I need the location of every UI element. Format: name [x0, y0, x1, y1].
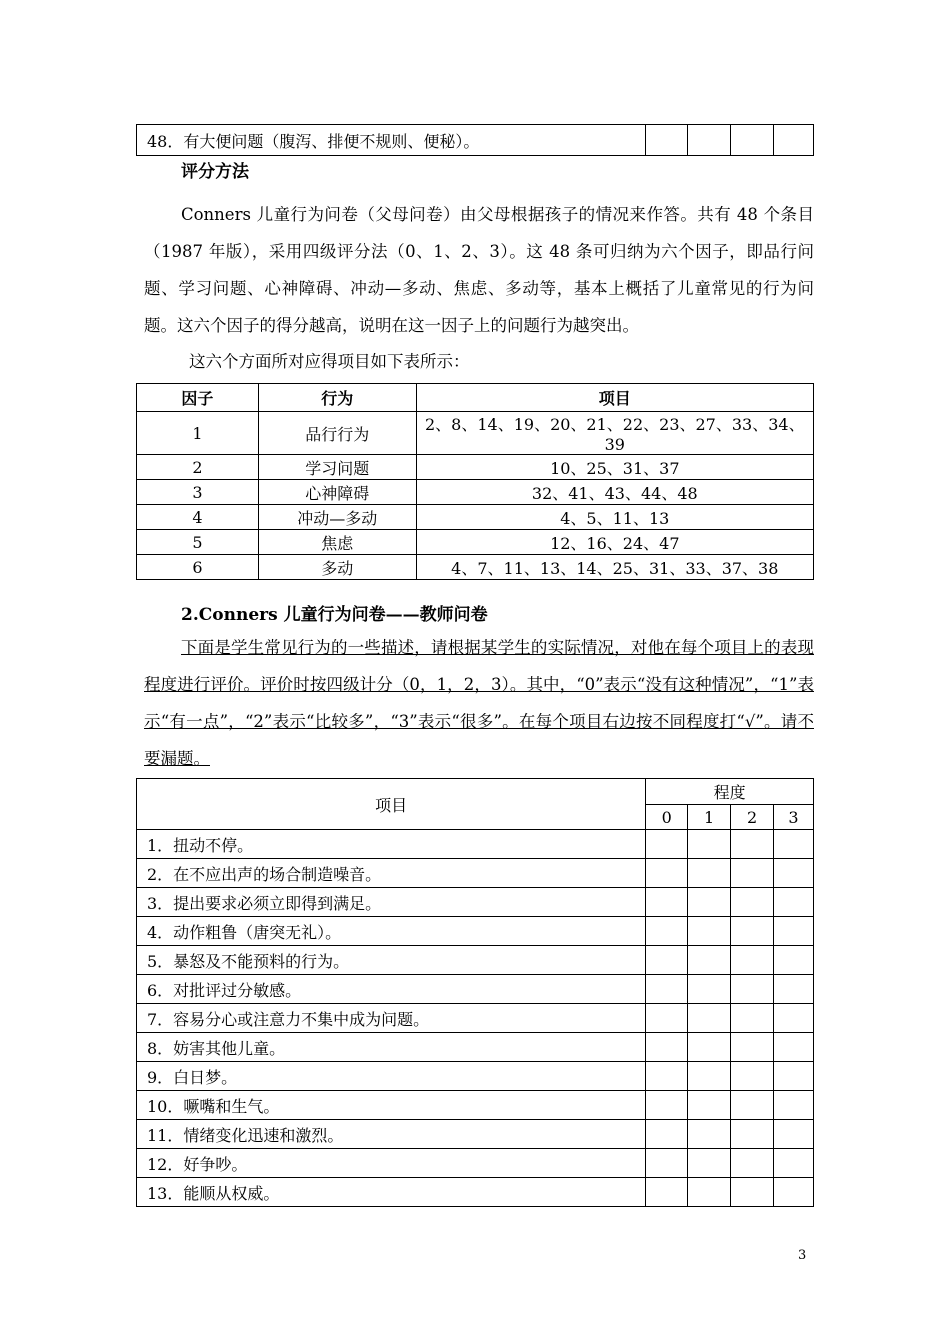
teacher-item-text: 2．在不应出声的场合制造噪音。 [137, 859, 646, 888]
teacher-item-text: 4．动作粗鲁（唐突无礼）。 [137, 917, 646, 946]
table-row [137, 1149, 814, 1178]
level-3: 3 [774, 805, 814, 830]
factor-number: 4 [137, 505, 259, 530]
factor-behavior: 学习问题 [258, 455, 416, 480]
teacher-questionnaire-table [136, 778, 814, 1207]
teacher-item-text: 1．扭动不停。 [137, 830, 646, 859]
teacher-item-text: 11．情绪变化迅速和激烈。 [137, 1120, 646, 1149]
teacher-item-text: 8．妨害其他儿童。 [137, 1033, 646, 1062]
factor-number: 3 [137, 480, 259, 505]
rating-cell-0[interactable] [646, 975, 688, 1004]
rating-cell-1[interactable] [688, 1033, 731, 1062]
factor-items: 4、5、11、13 [416, 505, 813, 530]
rating-cell-2[interactable] [731, 1033, 774, 1062]
factor-number: 2 [137, 455, 259, 480]
rating-cell-1[interactable] [688, 125, 731, 156]
scoring-paragraph: Conners 儿童行为问卷（父母问卷）由父母根据孩子的情况来作答。共有 48 个条目（1987 年版），采用四级评分法（0、1、2、3）。这 48 条可归纳为六个因子，即品行问题、学习问题、心神障碍、冲动—多动、焦虑、多动等，基本上概括了儿童常见的行为问题。这六个因子的得分越高，说明在这一因子上的问题行为越突出。 [144, 205, 814, 335]
table-row [137, 859, 814, 888]
table-row [137, 1178, 814, 1207]
rating-cell-0[interactable] [646, 946, 688, 975]
rating-cell-3[interactable] [774, 1004, 814, 1033]
rating-cell-3[interactable] [774, 1120, 814, 1149]
rating-cell-1[interactable] [688, 917, 731, 946]
factor-table-header [137, 384, 814, 412]
rating-cell-1[interactable] [688, 1062, 731, 1091]
table-row [137, 1062, 814, 1091]
header-item: 项目 [137, 779, 646, 830]
rating-cell-0[interactable] [646, 1120, 688, 1149]
rating-cell-3[interactable] [774, 975, 814, 1004]
teacher-item-text: 6．对批评过分敏感。 [137, 975, 646, 1004]
table-row [137, 555, 814, 580]
item-48-text: 48．有大便问题（腹泻、排便不规则、便秘）。 [137, 125, 646, 156]
level-0: 0 [646, 805, 688, 830]
factor-items: 32、41、43、44、48 [416, 480, 813, 505]
rating-cell-3[interactable] [774, 946, 814, 975]
level-2: 2 [731, 805, 774, 830]
factor-behavior: 品行行为 [258, 412, 416, 455]
rating-cell-2[interactable] [731, 917, 774, 946]
rating-cell-1[interactable] [688, 975, 731, 1004]
page-number: 3 [798, 1248, 807, 1263]
table-row [137, 1004, 814, 1033]
teacher-item-rows [137, 830, 814, 1207]
rating-cell-1[interactable] [688, 888, 731, 917]
factor-items: 10、25、31、37 [416, 455, 813, 480]
rating-cell-3[interactable] [774, 1062, 814, 1091]
rating-cell-0[interactable] [646, 1178, 688, 1207]
rating-cell-0[interactable] [646, 830, 688, 859]
rating-cell-0[interactable] [646, 1004, 688, 1033]
rating-cell-3[interactable] [774, 830, 814, 859]
table-row [137, 1091, 814, 1120]
rating-cell-1[interactable] [688, 1004, 731, 1033]
teacher-item-text: 12．好争吵。 [137, 1149, 646, 1178]
table-row [137, 830, 814, 859]
teacher-instructions-text: 下面是学生常见行为的一些描述，请根据某学生的实际情况，对他在每个项目上的表现程度进行评价。评价时按四级计分（0，1，2，3）。其中，“0”表示“没有这种情况”，“1”表示“有一点”，“2”表示“比较多”，“3”表示“很多”。在每个项目右边按不同程度打“√”。请不要漏题。 [144, 638, 814, 768]
factor-items: 4、7、11、13、14、25、31、33、37、38 [416, 555, 813, 580]
header-factor: 因子 [137, 384, 259, 412]
rating-cell-2[interactable] [731, 1091, 774, 1120]
rating-cell-1[interactable] [688, 830, 731, 859]
teacher-instructions [144, 629, 814, 777]
factor-items: 12、16、24、47 [416, 530, 813, 555]
rating-cell-0[interactable] [646, 1062, 688, 1091]
rating-cell-2[interactable] [731, 1149, 774, 1178]
rating-cell-3[interactable] [774, 1149, 814, 1178]
teacher-item-text: 3．提出要求必须立即得到满足。 [137, 888, 646, 917]
table-row [137, 412, 814, 455]
rating-cell-1[interactable] [688, 859, 731, 888]
header-behavior: 行为 [258, 384, 416, 412]
table-row [137, 505, 814, 530]
teacher-questionnaire-heading: 2.Conners 儿童行为问卷——教师问卷 [181, 605, 488, 625]
scoring-heading: 评分方法 [181, 162, 249, 182]
table-header-row [137, 779, 814, 805]
table-row [137, 530, 814, 555]
rating-cell-2[interactable] [731, 1178, 774, 1207]
table-row [137, 946, 814, 975]
rating-cell-2[interactable] [731, 859, 774, 888]
teacher-item-text: 7．容易分心或注意力不集中成为问题。 [137, 1004, 646, 1033]
factor-number: 6 [137, 555, 259, 580]
rating-cell-2[interactable] [731, 1004, 774, 1033]
level-1: 1 [688, 805, 731, 830]
teacher-item-text: 9．白日梦。 [137, 1062, 646, 1091]
rating-cell-0[interactable] [646, 1033, 688, 1062]
header-items: 项目 [416, 384, 813, 412]
rating-cell-0[interactable] [646, 888, 688, 917]
rating-cell-3[interactable] [774, 1178, 814, 1207]
teacher-item-text: 5．暴怒及不能预料的行为。 [137, 946, 646, 975]
rating-cell-0[interactable] [646, 917, 688, 946]
rating-cell-3[interactable] [774, 125, 814, 156]
rating-cell-0[interactable] [646, 1149, 688, 1178]
parent-questionnaire-tail-table [136, 124, 814, 156]
rating-cell-2[interactable] [731, 1120, 774, 1149]
table-row [137, 1033, 814, 1062]
factor-table-intro: 这六个方面所对应得项目如下表所示： [189, 352, 470, 371]
table-row [137, 480, 814, 505]
rating-cell-2[interactable] [731, 1062, 774, 1091]
factor-behavior: 多动 [258, 555, 416, 580]
rating-cell-2[interactable] [731, 946, 774, 975]
factor-behavior: 心神障碍 [258, 480, 416, 505]
rating-cell-1[interactable] [688, 1091, 731, 1120]
rating-cell-1[interactable] [688, 1120, 731, 1149]
table-row [137, 917, 814, 946]
factor-behavior: 冲动—多动 [258, 505, 416, 530]
table-row [137, 888, 814, 917]
rating-cell-3[interactable] [774, 888, 814, 917]
rating-cell-3[interactable] [774, 917, 814, 946]
rating-cell-2[interactable] [731, 888, 774, 917]
factor-table [136, 383, 814, 580]
table-row [137, 1120, 814, 1149]
rating-cell-3[interactable] [774, 859, 814, 888]
rating-cell-2[interactable] [731, 125, 774, 156]
factor-number: 1 [137, 412, 259, 455]
teacher-item-text: 13．能顺从权威。 [137, 1178, 646, 1207]
table-row [137, 455, 814, 480]
teacher-item-text: 10．噘嘴和生气。 [137, 1091, 646, 1120]
factor-items: 2、8、14、19、20、21、22、23、27、33、34、39 [416, 412, 813, 455]
rating-cell-0[interactable] [646, 125, 688, 156]
rating-cell-2[interactable] [731, 830, 774, 859]
factor-number: 5 [137, 530, 259, 555]
rating-cell-0[interactable] [646, 859, 688, 888]
table-row [137, 975, 814, 1004]
header-degree: 程度 [646, 779, 814, 805]
rating-cell-1[interactable] [688, 1178, 731, 1207]
rating-cell-1[interactable] [688, 946, 731, 975]
rating-cell-2[interactable] [731, 975, 774, 1004]
table-row [137, 125, 814, 156]
rating-cell-3[interactable] [774, 1033, 814, 1062]
rating-cell-3[interactable] [774, 1091, 814, 1120]
rating-cell-0[interactable] [646, 1091, 688, 1120]
rating-cell-1[interactable] [688, 1149, 731, 1178]
factor-behavior: 焦虑 [258, 530, 416, 555]
